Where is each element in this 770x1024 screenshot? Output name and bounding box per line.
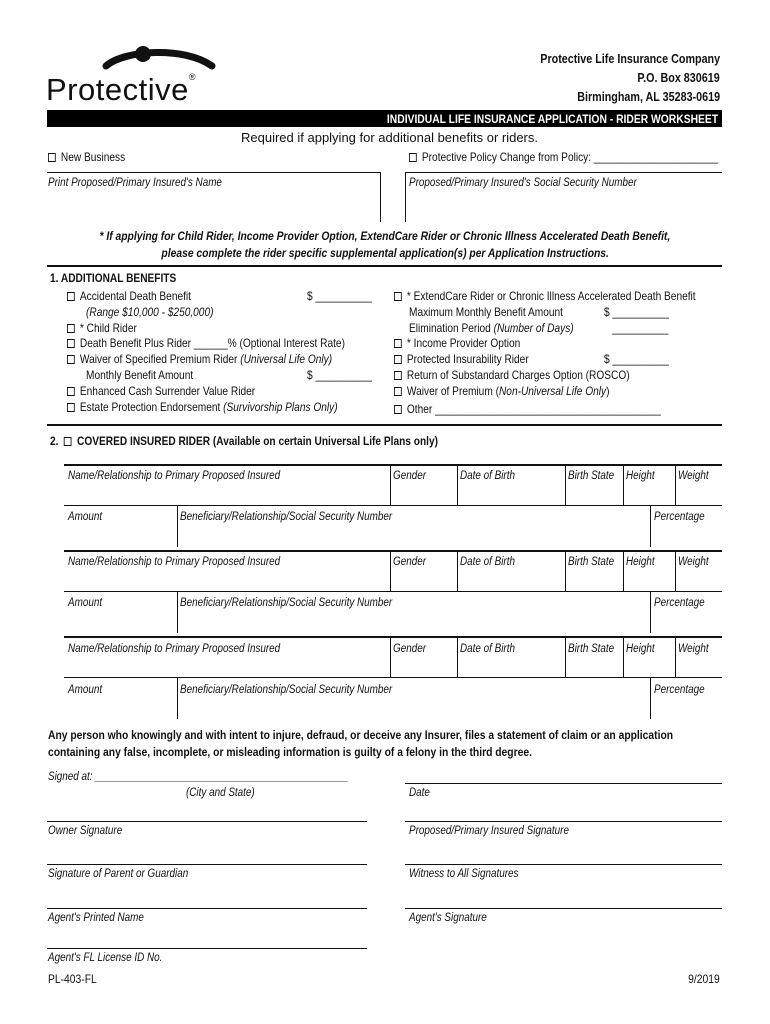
- new-business-checkbox[interactable]: [48, 153, 56, 162]
- form-title-bar: [47, 110, 722, 127]
- amount-field[interactable]: Amount: [68, 684, 103, 696]
- height-field[interactable]: Height: [626, 470, 655, 482]
- section2-title[interactable]: 2. COVERED INSURED RIDER (Available on certain Universal Life Plans only): [50, 434, 439, 448]
- elimination-period-field[interactable]: __________: [612, 321, 669, 335]
- birth-state-field[interactable]: Birth State: [568, 643, 615, 655]
- policy-change-checkbox[interactable]: [409, 153, 417, 162]
- beneficiary-field[interactable]: Beneficiary/Relationship/Social Security Number: [180, 684, 393, 696]
- company-box: P.O. Box 830619: [637, 71, 720, 85]
- company-city: Birmingham, AL 35283-0619: [577, 90, 720, 104]
- gender-field[interactable]: Gender: [393, 470, 426, 482]
- height-field[interactable]: Height: [626, 643, 655, 655]
- income-provider-checkbox[interactable]: [394, 339, 402, 348]
- percentage-field[interactable]: Percentage: [654, 511, 705, 523]
- gender-field[interactable]: Gender: [393, 643, 426, 655]
- date-field[interactable]: Date: [409, 787, 430, 799]
- fraud-warning: Any person who knowingly and with intent to injure, defraud, or deceive any Insurer, files a statement of claim or an application containing any false, incomplete, or misleading information is guilty of a felony in the third degree.: [48, 728, 674, 759]
- agent-signature-field[interactable]: Agent's Signature: [409, 912, 487, 924]
- adb-checkbox[interactable]: [67, 292, 75, 301]
- brand-name: Protective®: [46, 72, 196, 107]
- max-monthly-label: Maximum Monthly Benefit Amount: [409, 305, 563, 319]
- monthly-benefit-label: Monthly Benefit Amount: [86, 368, 194, 382]
- dbp-option[interactable]: Death Benefit Plus Rider ______% (Optional Interest Rate): [67, 336, 345, 350]
- child-rider-option[interactable]: * Child Rider: [67, 321, 137, 335]
- insured-name-field[interactable]: Print Proposed/Primary Insured's Name: [48, 177, 222, 189]
- ecsr-option[interactable]: Enhanced Cash Surrender Value Rider: [67, 384, 255, 398]
- epe-option[interactable]: Estate Protection Endorsement (Survivorship Plans Only): [67, 400, 338, 414]
- elimination-period-label: Elimination Period (Number of Days): [409, 321, 574, 335]
- epe-checkbox[interactable]: [67, 403, 75, 412]
- adb-range: (Range $10,000 - $250,000): [86, 305, 214, 319]
- birth-state-field[interactable]: Birth State: [568, 470, 615, 482]
- height-field[interactable]: Height: [626, 556, 655, 568]
- protected-insurability-option[interactable]: Protected Insurability Rider: [394, 352, 529, 366]
- dbp-checkbox[interactable]: [67, 339, 75, 348]
- insured-name-relationship-field[interactable]: Name/Relationship to Primary Proposed Insured: [68, 470, 281, 482]
- rider-notice: * If applying for Child Rider, Income Provider Option, ExtendCare Rider or Chronic Illness Accelerated Death Benefit, please complete the rider specific supplemental application(s) per Application Instructions.: [99, 229, 671, 260]
- adb-amount[interactable]: $ __________: [307, 289, 372, 303]
- extendcare-checkbox[interactable]: [394, 292, 402, 301]
- weight-field[interactable]: Weight: [678, 470, 709, 482]
- wsp-checkbox[interactable]: [67, 355, 75, 364]
- other-option[interactable]: Other ________________________________________: [394, 402, 661, 416]
- agent-license-field[interactable]: Agent's FL License ID No.: [48, 952, 163, 964]
- agent-printed-name-field[interactable]: Agent's Printed Name: [48, 912, 144, 924]
- ecsr-checkbox[interactable]: [67, 387, 75, 396]
- protected-insurability-checkbox[interactable]: [394, 355, 402, 364]
- insured-signature-field[interactable]: Proposed/Primary Insured Signature: [409, 825, 569, 837]
- owner-signature-field[interactable]: Owner Signature: [48, 825, 123, 837]
- birth-state-field[interactable]: Birth State: [568, 556, 615, 568]
- witness-signature-field[interactable]: Witness to All Signatures: [409, 868, 519, 880]
- beneficiary-field[interactable]: Beneficiary/Relationship/Social Security Number: [180, 597, 393, 609]
- income-provider-option[interactable]: * Income Provider Option: [394, 336, 520, 350]
- protected-insurability-amount[interactable]: $ __________: [604, 352, 669, 366]
- percentage-field[interactable]: Percentage: [654, 684, 705, 696]
- subtitle: Required if applying for additional benefits or riders.: [241, 130, 539, 145]
- insured-ssn-field[interactable]: Proposed/Primary Insured's Social Security Number: [409, 177, 637, 189]
- covered-insured-checkbox[interactable]: [64, 437, 72, 446]
- city-state-label: (City and State): [186, 787, 255, 799]
- weight-field[interactable]: Weight: [678, 643, 709, 655]
- company-name: Protective Life Insurance Company: [540, 52, 720, 66]
- wop-checkbox[interactable]: [394, 387, 402, 396]
- dob-field[interactable]: Date of Birth: [460, 556, 515, 568]
- monthly-benefit-amount[interactable]: $ __________: [307, 368, 372, 382]
- beneficiary-field[interactable]: Beneficiary/Relationship/Social Security Number: [180, 511, 393, 523]
- wsp-option[interactable]: Waiver of Specified Premium Rider (Universal Life Only): [67, 352, 332, 366]
- new-business-option[interactable]: New Business: [48, 150, 125, 164]
- other-checkbox[interactable]: [394, 405, 402, 414]
- amount-field[interactable]: Amount: [68, 597, 103, 609]
- dob-field[interactable]: Date of Birth: [460, 643, 515, 655]
- child-rider-checkbox[interactable]: [67, 324, 75, 333]
- extendcare-option[interactable]: * ExtendCare Rider or Chronic Illness Accelerated Death Benefit: [394, 289, 696, 303]
- section1-title: 1. ADDITIONAL BENEFITS: [50, 271, 177, 285]
- insured-name-relationship-field[interactable]: Name/Relationship to Primary Proposed Insured: [68, 643, 281, 655]
- max-monthly-amount[interactable]: $ __________: [604, 305, 669, 319]
- weight-field[interactable]: Weight: [678, 556, 709, 568]
- rosco-checkbox[interactable]: [394, 371, 402, 380]
- insured-name-relationship-field[interactable]: Name/Relationship to Primary Proposed Insured: [68, 556, 281, 568]
- signed-at-field[interactable]: Signed at: ______________________________________________: [48, 771, 349, 783]
- adb-option[interactable]: Accidental Death Benefit: [67, 289, 191, 303]
- rosco-option[interactable]: Return of Substandard Charges Option (ROSCO): [394, 368, 630, 382]
- policy-change-option[interactable]: Protective Policy Change from Policy: ______________________: [409, 150, 718, 164]
- form-number: PL-403-FL: [48, 972, 97, 986]
- form-title: INDIVIDUAL LIFE INSURANCE APPLICATION - RIDER WORKSHEET: [386, 112, 718, 126]
- dob-field[interactable]: Date of Birth: [460, 470, 515, 482]
- form-date: 9/2019: [688, 972, 720, 986]
- amount-field[interactable]: Amount: [68, 511, 103, 523]
- parent-signature-field[interactable]: Signature of Parent or Guardian: [48, 868, 189, 880]
- wop-option[interactable]: Waiver of Premium (Non-Universal Life Only): [394, 384, 609, 398]
- percentage-field[interactable]: Percentage: [654, 597, 705, 609]
- gender-field[interactable]: Gender: [393, 556, 426, 568]
